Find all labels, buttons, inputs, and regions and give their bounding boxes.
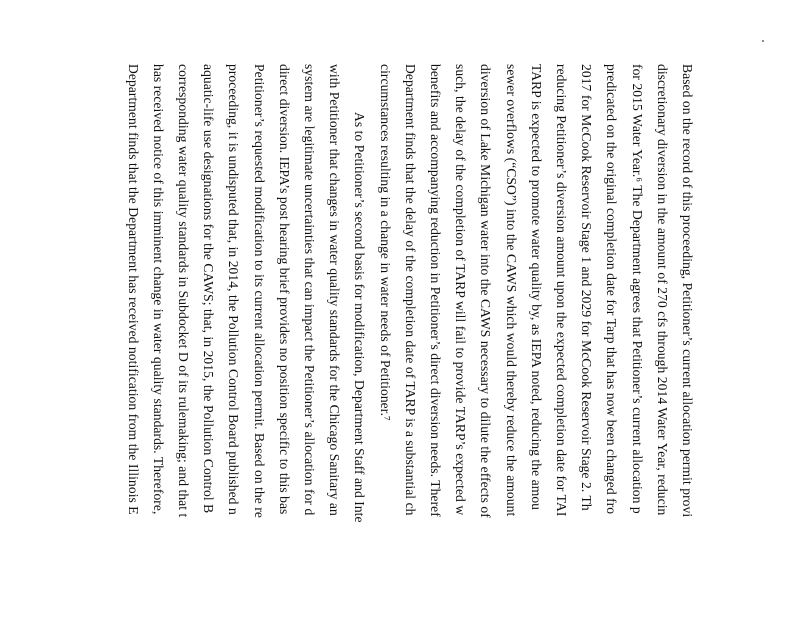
text-line: direct diversion. IEPA’s post hearing brief provides no position specific to this bas [276,64,292,515]
text-line: TARP is expected to promote water quality by, as IEPA noted, reducing the amou [528,64,544,511]
text-line: aquatic-life use designations for the CAWS; that, in 2015, the Pollution Control B [201,64,217,514]
text-line: Department finds that the Department has received notification from the Illinois E [125,64,141,515]
text-line: reducing Petitioner’s diversion amount upon the expected completion date for TAI [554,64,569,517]
text-line: predicated on the original completion date for Tarp that has now been changed fro [604,64,620,515]
text-line: As to Petitioner’s second basis for modification, Department Staff and Inte [352,112,368,523]
text-line: diversion of Lake Michigan water into the CAWS necessary to dilute the effects of [478,64,494,518]
scan-speck [762,40,764,42]
text-line: proceeding, it is undisputed that, in 2014, the Pollution Control Board published n [226,64,242,515]
text-line: for 2015 Water Year.⁶ The Department agrees that Petitioner’s current allocation p [629,64,645,514]
text-line: Based on the record of this proceeding, Petitioner’s current allocation permit provi [680,64,695,518]
text-line: such, the delay of the completion of TARP will fail to provide TARP’s expected w [453,64,469,516]
text-line: system are legitimate uncertainties that can impact the Petitioner’s allocation for d [302,64,317,516]
text-line: Petitioner’s requested modification to its current allocation permit. Based on the re [251,64,267,518]
text-line: has received notice of this imminent change in water quality standards. Therefore, [150,64,166,515]
text-line: benefits and accompanying reduction in Petitioner’s direct diversion needs. Theref [428,64,443,517]
rotated-text-block [97,64,697,618]
text-line: 2017 for McCook Reservoir Stage 1 and 2029 for McCook Reservoir Stage 2. Th [579,64,595,511]
text-line: discretionary diversion in the amount of 270 cfs through 2014 Water Year, reducin [654,64,670,516]
text-line: Department finds that the delay of the completion date of TARP is a substantial ch [402,64,418,516]
text-line: with Petitioner that changes in water quality standards for the Chicago Sanitary an [327,64,343,516]
text-line: circumstances resulting in a change in water needs of Petitioner.⁷ [377,64,393,421]
text-line: sewer overflows (“CSO”) into the CAWS which would thereby reduce the amount [503,64,519,517]
text-line: corresponding water quality standards in Subdocket D of its rulemaking; and that t [176,64,191,518]
